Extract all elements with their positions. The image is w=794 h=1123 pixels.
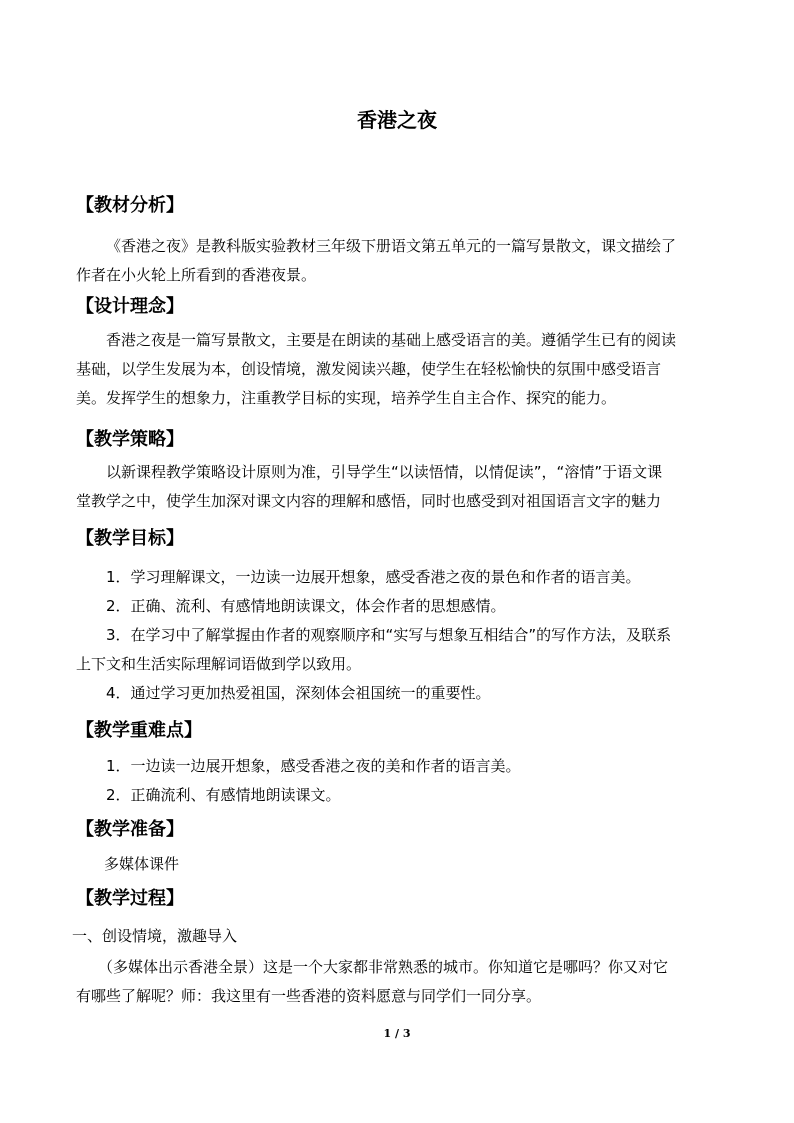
- text-line: 有哪些了解呢？师：我这里有一些香港的资料愿意与同学们一同分享。: [76, 987, 542, 1005]
- paragraph-teaching-strategy: [76, 458, 726, 516]
- process-step-title: 一、创设情境，激趣导入: [72, 927, 238, 945]
- document-title: 香港之夜: [357, 108, 437, 132]
- text-line: 《香港之夜》是教科版实验教材三年级下册语文第五单元的一篇写景散文，课文描绘了: [106, 237, 677, 255]
- text-line: 基础，以学生发展为本，创设情境，激发阅读兴趣，使学生在轻松愉快的氛围中感受语言: [76, 360, 662, 378]
- goal-item: 2．正确、流利、有感情地朗读课文，体会作者的思想感情。: [106, 597, 506, 615]
- heading-teaching-process: 【教学过程】: [76, 888, 184, 909]
- key-point-item: 1．一边读一边展开想象，感受香港之夜的美和作者的语言美。: [106, 757, 521, 775]
- goal-item: 1．学习理解课文，一边读一边展开想象，感受香港之夜的景色和作者的语言美。: [106, 568, 641, 586]
- heading-teaching-goals: 【教学目标】: [76, 528, 184, 549]
- text-line: 以新课程教学策略设计原则为准，引导学生“以读悟情，以情促读”，“溶情”于语文课: [106, 463, 663, 481]
- key-point-item: 2．正确流利、有感情地朗读课文。: [106, 786, 341, 804]
- heading-teaching-preparation: 【教学准备】: [76, 819, 184, 840]
- paragraph-process-step1: [76, 953, 726, 1011]
- paragraph-design-concept: [76, 326, 726, 413]
- heading-design-concept: 【设计理念】: [76, 296, 184, 317]
- text-line: 作者在小火轮上所看到的香港夜景。: [76, 266, 317, 284]
- preparation-text: 多媒体课件: [104, 855, 180, 873]
- text-line: （多媒体出示香港全景）这是一个大家都非常熟悉的城市。你知道它是哪吗？你又对它: [98, 958, 669, 976]
- heading-teaching-strategy: 【教学策略】: [76, 429, 184, 450]
- heading-key-points: 【教学重难点】: [76, 720, 202, 741]
- heading-material-analysis: 【教材分析】: [76, 195, 184, 216]
- goal-item: 3．在学习中了解掌握由作者的观察顺序和“实写与想象互相结合”的写作方法，及联系: [106, 626, 672, 644]
- goal-item: 4．通过学习更加热爱祖国，深刻体会祖国统一的重要性。: [106, 684, 491, 702]
- page-indicator: 1 / 3: [383, 1027, 411, 1040]
- text-line: 美。发挥学生的想象力，注重教学目标的实现，培养学生自主合作、探究的能力。: [76, 389, 617, 407]
- goal-item-continuation: 上下文和生活实际理解词语做到学以致用。: [76, 655, 362, 673]
- paragraph-material-analysis: [76, 232, 726, 290]
- text-line: 香港之夜是一篇写景散文，主要是在朗读的基础上感受语言的美。遵循学生已有的阅读: [106, 331, 677, 349]
- text-line: 堂教学之中，使学生加深对课文内容的理解和感悟，同时也感受到对祖国语言文字的魅力: [76, 492, 662, 510]
